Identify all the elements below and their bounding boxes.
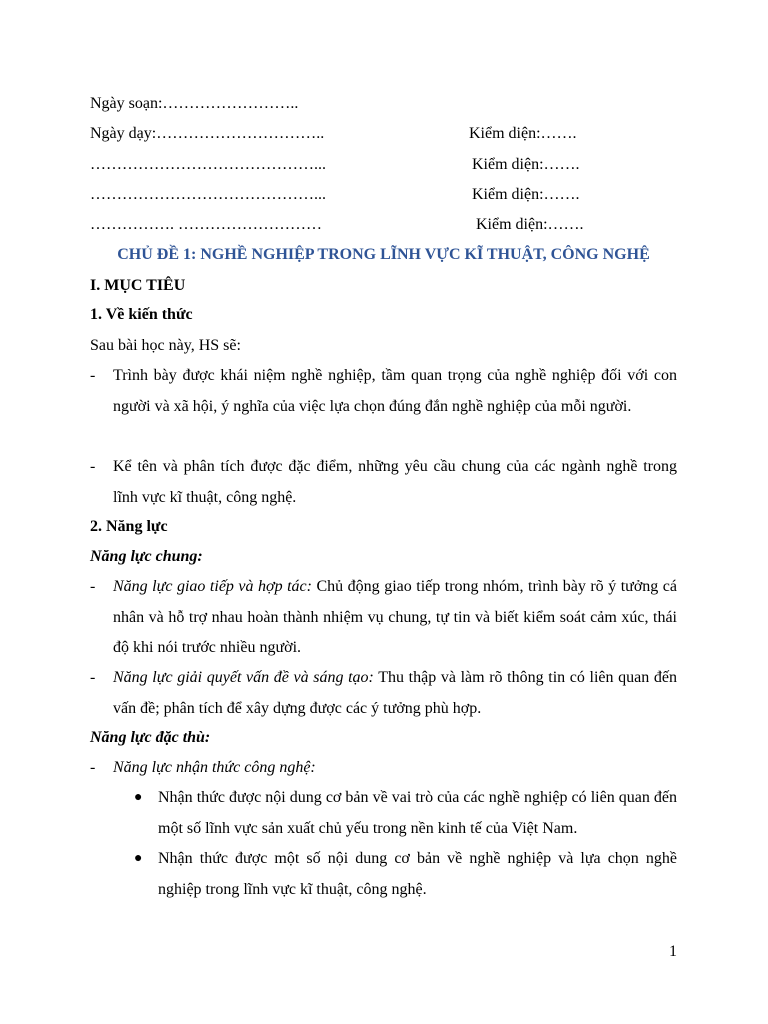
section-heading-muc-tieu: I. MỤC TIÊU xyxy=(90,277,186,294)
topic-title: CHỦ ĐỀ 1: NGHỀ NGHIỆP TRONG LĨNH VỰC KĨ THUẬT, CÔNG NGHỆ xyxy=(117,246,650,263)
competency-item-2 xyxy=(113,663,677,724)
subheading-kien-thuc: 1. Về kiến thức xyxy=(90,306,193,323)
bullet-item-1: Nhận thức được nội dung cơ bản về vai trò của các nghề nghiệp có liên quan đến một số lĩnh vực sản xuất chủ yếu trong nền kinh tế của Việt Nam. xyxy=(158,789,677,837)
kiem-dien-2: Kiểm diện:……. xyxy=(472,156,580,173)
knowledge-item-2: Kể tên và phân tích được đặc điểm, những yêu cầu chung của các ngành nghề trong lĩnh vực kĩ thuật, công nghệ. xyxy=(113,458,677,506)
kiem-dien-1: Kiểm diện:……. xyxy=(469,125,577,142)
dots-line-2: ……………………………………... xyxy=(90,186,326,203)
intro-text: Sau bài học này, HS sẽ: xyxy=(90,337,241,354)
competency-text: Chủ động giao tiếp trong nhóm, trình bày rõ ý tưởng cá nhân và hỗ trợ nhau hoàn thành nhiệm vụ chung, tự tin và biết kiểm soát cảm xúc, thái độ khi nói trước nhiều người. xyxy=(113,578,678,656)
dots-line-3: ……………. ……………………… xyxy=(90,216,322,233)
nang-luc-dac-thu-heading: Năng lực đặc thù: xyxy=(90,729,211,746)
bullet-dot: ● xyxy=(134,790,143,805)
dash-marker: - xyxy=(90,458,96,475)
dash-marker: - xyxy=(90,759,96,776)
competency-label: Năng lực giải quyết vấn đề và sáng tạo: xyxy=(113,669,374,686)
competency-label: Năng lực giao tiếp và hợp tác: xyxy=(113,578,312,595)
competency-text: Thu thập và làm rõ thông tin có liên quan đến vấn đề; phân tích để xây dựng được các ý tưởng phù hợp. xyxy=(113,669,677,717)
ngay-day-field: Ngày dạy:………………………….. xyxy=(90,125,325,142)
knowledge-item-1: Trình bày được khái niệm nghề nghiệp, tầm quan trọng của nghề nghiệp đối với con người và xã hội, ý nghĩa của việc lựa chọn đúng đắn nghề nghiệp của mỗi người. xyxy=(113,367,677,415)
kiem-dien-3: Kiểm diện:……. xyxy=(472,186,580,203)
competency-item-1 xyxy=(113,572,677,664)
subheading-nang-luc: 2. Năng lực xyxy=(90,518,168,535)
page-number: 1 xyxy=(669,943,677,960)
dash-marker: - xyxy=(90,669,96,686)
specific-competency-item: Năng lực nhận thức công nghệ: xyxy=(113,759,316,776)
bullet-item-2: Nhận thức được một số nội dung cơ bản về nghề nghiệp và lựa chọn nghề nghiệp trong lĩnh vực kĩ thuật, công nghệ. xyxy=(158,850,677,898)
ngay-soan-field: Ngày soạn:…………………….. xyxy=(90,95,299,112)
dots-line-1: ……………………………………... xyxy=(90,156,326,173)
bullet-dot: ● xyxy=(134,851,143,866)
nang-luc-chung-heading: Năng lực chung: xyxy=(90,548,203,565)
dash-marker: - xyxy=(90,367,96,384)
kiem-dien-4: Kiểm diện:……. xyxy=(476,216,584,233)
dash-marker: - xyxy=(90,578,96,595)
